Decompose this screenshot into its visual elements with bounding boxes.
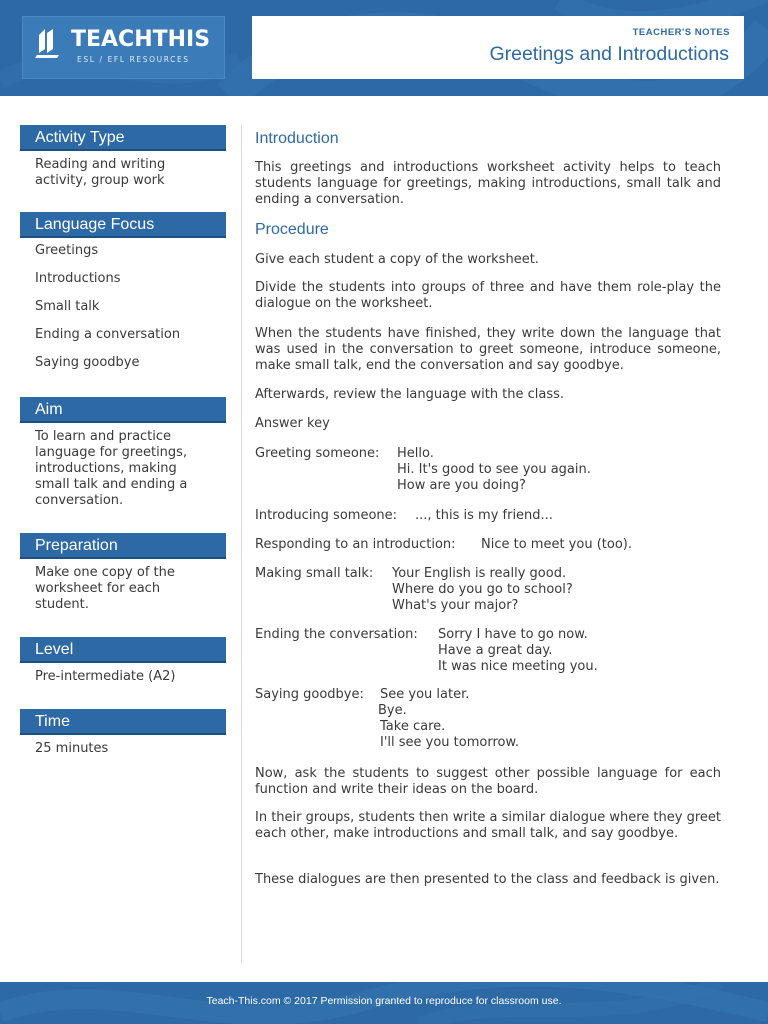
answer-line: Take care. (380, 719, 446, 734)
section-preparation (20, 533, 226, 613)
answer-line: Nice to meet you (too). (481, 537, 632, 552)
closing-paragraph: Now, ask the students to suggest other possible language for each function and write their ideas on the board. (255, 766, 721, 797)
logo (22, 16, 225, 79)
list-item: Introductions (35, 271, 121, 286)
answer-line: Sorry I have to go now. (438, 627, 588, 642)
answer-goodbye (255, 687, 721, 750)
answer-line: Your English is really good. (392, 566, 567, 581)
introduction-heading: Introduction (255, 130, 339, 147)
answer-label: Saying goodbye: (255, 687, 364, 702)
answer-label: Responding to an introduction: (255, 537, 456, 552)
column-divider (241, 125, 242, 963)
footer-copyright: Teach-This.com © 2017 Permission granted to reproduce for classroom use. (206, 995, 562, 1007)
section-body: Reading and writing activity, group work (35, 157, 166, 188)
answer-introducing (255, 508, 721, 524)
section-body: 25 minutes (35, 741, 109, 756)
section-heading: Aim (20, 397, 226, 423)
answer-line: Hi. It's good to see you again. (397, 462, 591, 477)
answer-line: Have a great day. (438, 643, 553, 658)
section-body: To learn and practice language for greetings, introductions, making small talk and ending a conversation. (35, 429, 188, 508)
closing-paragraph: In their groups, students then write a similar dialogue where they greet each other, make introductions and small talk, and say goodbye. (255, 810, 722, 841)
procedure-step: Divide the students into groups of three and have them role-play the dialogue on the worksheet. (255, 280, 721, 311)
section-heading: Time (20, 709, 226, 735)
section-body: Pre-intermediate (A2) (35, 669, 176, 684)
section-body (20, 238, 226, 383)
section-heading: Level (20, 637, 226, 663)
page-title: Greetings and Introductions (489, 43, 729, 65)
answer-label: Ending the conversation: (255, 627, 418, 642)
answer-line: Where do you go to school? (392, 582, 573, 597)
procedure-step: Afterwards, review the language with the class. (255, 387, 565, 402)
answer-line: ..., this is my friend... (415, 508, 553, 523)
answer-responding (255, 537, 721, 553)
introduction-text: This greetings and introductions worksheet activity helps to teach students language for greetings, making introductions, small talk and ending a conversation. (255, 160, 721, 207)
answer-line: Bye. (378, 703, 407, 718)
section-heading: Activity Type (20, 125, 226, 151)
list-item: Small talk (35, 299, 100, 314)
answer-line: I'll see you tomorrow. (380, 735, 520, 750)
logo-subtitle: ESL / EFL RESOURCES (77, 55, 190, 64)
list-item: Greetings (35, 243, 99, 258)
list-item: Saying goodbye (35, 355, 140, 370)
answer-line: How are you doing? (397, 478, 526, 493)
section-language-focus (20, 212, 226, 383)
page-header (0, 0, 768, 96)
answer-small-talk (255, 566, 721, 613)
answer-label: Greeting someone: (255, 446, 380, 461)
section-level (20, 637, 226, 685)
answer-line: What's your major? (392, 598, 519, 613)
answer-label: Introducing someone: (255, 508, 398, 523)
section-activity-type (20, 125, 226, 189)
section-aim (20, 397, 226, 509)
title-box (252, 16, 744, 79)
answer-line: Hello. (397, 446, 434, 461)
closing-paragraph: These dialogues are then presented to the class and feedback is given. (255, 872, 720, 887)
notes-label: TEACHER'S NOTES (632, 27, 730, 38)
section-heading: Language Focus (20, 212, 226, 238)
procedure-step: When the students have finished, they write down the language that was used in the conversation to greet someone, introduce someone, make small talk, end the conversation and say goodbye. (255, 326, 721, 373)
answer-ending (255, 627, 721, 674)
page-footer (0, 982, 768, 1024)
section-body: Make one copy of the worksheet for each student. (35, 565, 175, 612)
section-time (20, 709, 226, 757)
answer-line: See you later. (380, 687, 470, 702)
answer-label: Making small talk: (255, 566, 374, 581)
book-icon (35, 27, 73, 59)
list-item: Ending a conversation (35, 327, 181, 342)
procedure-step: Give each student a copy of the worksheet. (255, 252, 539, 267)
procedure-heading: Procedure (255, 221, 329, 238)
section-heading: Preparation (20, 533, 226, 559)
logo-text: TEACHTHIS (71, 27, 211, 52)
answer-key-label: Answer key (255, 416, 330, 431)
answer-greeting (255, 446, 721, 493)
answer-line: It was nice meeting you. (438, 659, 598, 674)
